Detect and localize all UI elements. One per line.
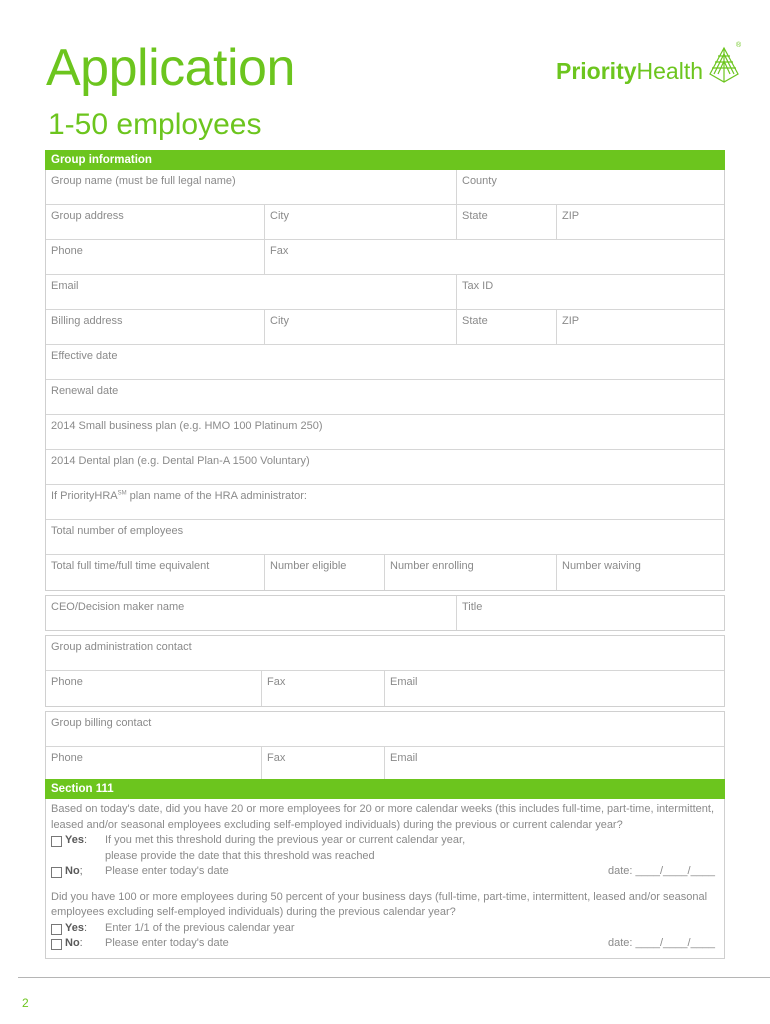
hra-suffix: plan name of the HRA administrator: [126, 490, 307, 502]
q1-no-checkbox[interactable] [51, 867, 62, 878]
billing-contact-box [45, 711, 725, 783]
form-row [46, 520, 724, 555]
group-city-field[interactable]: City [265, 205, 457, 239]
admin-contact-box [45, 635, 725, 707]
form-row [46, 345, 724, 380]
renewal-date-field[interactable]: Renewal date [51, 385, 119, 397]
group-name-field[interactable]: Group name (must be full legal name) [46, 170, 457, 204]
no-label: No [65, 865, 80, 877]
priority-health-logo [556, 44, 746, 88]
group-state-field[interactable]: State [457, 205, 557, 239]
form-row [46, 415, 724, 450]
county-field[interactable]: County [462, 175, 497, 187]
form-row [46, 380, 724, 415]
group-phone-field[interactable]: Phone [46, 240, 265, 274]
group-email-field[interactable]: Email [46, 275, 457, 309]
q1-no-text: Please enter today's date [105, 865, 229, 877]
yes-colon: : [83, 921, 88, 934]
logo-bold-text: Priority [556, 58, 637, 84]
yes-colon: : [83, 834, 88, 846]
number-enrolling-field[interactable]: Number enrolling [385, 555, 557, 590]
ceo-box [45, 595, 725, 631]
dental-plan-field[interactable]: 2014 Dental plan (e.g. Dental Plan-A 1500 Voluntary) [51, 455, 310, 467]
form-row [46, 205, 724, 240]
form-row [46, 671, 724, 706]
no-colon: : [79, 937, 83, 949]
ceo-title-field[interactable]: Title [462, 601, 483, 613]
q2-no-text: Please enter today's date [105, 937, 229, 949]
no-semicolon: ; [79, 865, 83, 877]
billing-address-field[interactable]: Billing address [46, 310, 265, 344]
group-zip-field[interactable]: ZIP [562, 210, 580, 222]
group-information-heading: Group information [45, 150, 725, 170]
effective-date-field[interactable]: Effective date [51, 350, 118, 362]
billing-fax-field[interactable]: Fax [262, 747, 385, 782]
billing-zip-field[interactable]: ZIP [562, 315, 580, 327]
form-row [46, 636, 724, 671]
q2-no-checkbox[interactable] [51, 939, 62, 950]
small-business-plan-field[interactable]: 2014 Small business plan (e.g. HMO 100 Platinum 250) [51, 420, 323, 432]
page-title: Application [46, 39, 295, 97]
footer-divider [18, 977, 770, 978]
yes-label: Yes [65, 834, 84, 846]
q1-date-field[interactable]: date: ____/____/____ [608, 865, 716, 877]
q1-no-option [51, 864, 718, 880]
group-fax-field[interactable]: Fax [270, 245, 289, 257]
total-fte-field[interactable]: Total full time/full time equivalent [46, 555, 265, 590]
admin-contact-field[interactable]: Group administration contact [51, 641, 192, 653]
form-row [46, 712, 724, 747]
form-row [46, 555, 724, 590]
page-subtitle: 1-50 employees [48, 108, 262, 141]
form-row [46, 450, 724, 485]
number-eligible-field[interactable]: Number eligible [265, 555, 385, 590]
form-row [46, 747, 724, 782]
question-1: Based on today's date, did you have 20 or more employees for 20 or more calendar weeks (this includes full-time, part-time, intermittent, leased and/or seasonal employees excluding self-employed individuals) during the previous or current calendar year? [51, 803, 715, 831]
no-label: No [65, 937, 80, 949]
group-address-field[interactable]: Group address [46, 205, 265, 239]
admin-fax-field[interactable]: Fax [262, 671, 385, 706]
service-mark: SM [117, 490, 127, 497]
yes-label: Yes [65, 921, 84, 934]
total-employees-field[interactable]: Total number of employees [51, 525, 184, 537]
q2-no-option [51, 936, 718, 952]
q1-yes-text-line2: please provide the date that this threshold was reached [105, 849, 375, 862]
number-waiving-field[interactable]: Number waiving [562, 560, 641, 572]
hra-administrator-field[interactable] [46, 485, 724, 519]
logo-light-text: Health [636, 58, 704, 84]
form-row [46, 485, 724, 520]
billing-contact-field[interactable]: Group billing contact [51, 717, 152, 729]
q2-yes-text: Enter 1/1 of the previous calendar year [105, 921, 295, 934]
ceo-name-field[interactable]: CEO/Decision maker name [46, 596, 457, 630]
q1-yes-option [51, 833, 718, 864]
tax-id-field[interactable]: Tax ID [462, 280, 494, 292]
hra-prefix: If PriorityHRA [51, 490, 118, 502]
group-information-section [45, 150, 725, 783]
form-row [46, 596, 724, 630]
page-number: 2 [22, 996, 29, 1010]
form-row [46, 275, 724, 310]
logo-mark-icon [708, 44, 742, 84]
q1-yes-text-line1: If you met this threshold during the previous year or current calendar year, [105, 834, 466, 846]
q1-yes-checkbox[interactable] [51, 836, 62, 847]
billing-phone-field[interactable]: Phone [46, 747, 262, 782]
billing-email-field[interactable]: Email [390, 752, 418, 764]
section-111-heading: Section 111 [45, 779, 725, 799]
q2-date-field[interactable]: date: ____/____/____ [608, 937, 716, 949]
form-row [46, 310, 724, 345]
registered-mark: ® [736, 42, 742, 49]
admin-phone-field[interactable]: Phone [46, 671, 262, 706]
billing-state-field[interactable]: State [457, 310, 557, 344]
admin-email-field[interactable]: Email [390, 676, 418, 688]
q2-yes-option [51, 921, 718, 937]
question-2: Did you have 100 or more employees during 50 percent of your business days (full-time, part-time, intermittent, leased and/or seasonal employees excluding self-employed individuals) during the previous calendar year? [51, 890, 708, 918]
q2-yes-checkbox[interactable] [51, 924, 62, 935]
form-row [46, 240, 724, 275]
form-row [46, 170, 724, 205]
billing-city-field[interactable]: City [265, 310, 457, 344]
section-111 [45, 779, 725, 959]
